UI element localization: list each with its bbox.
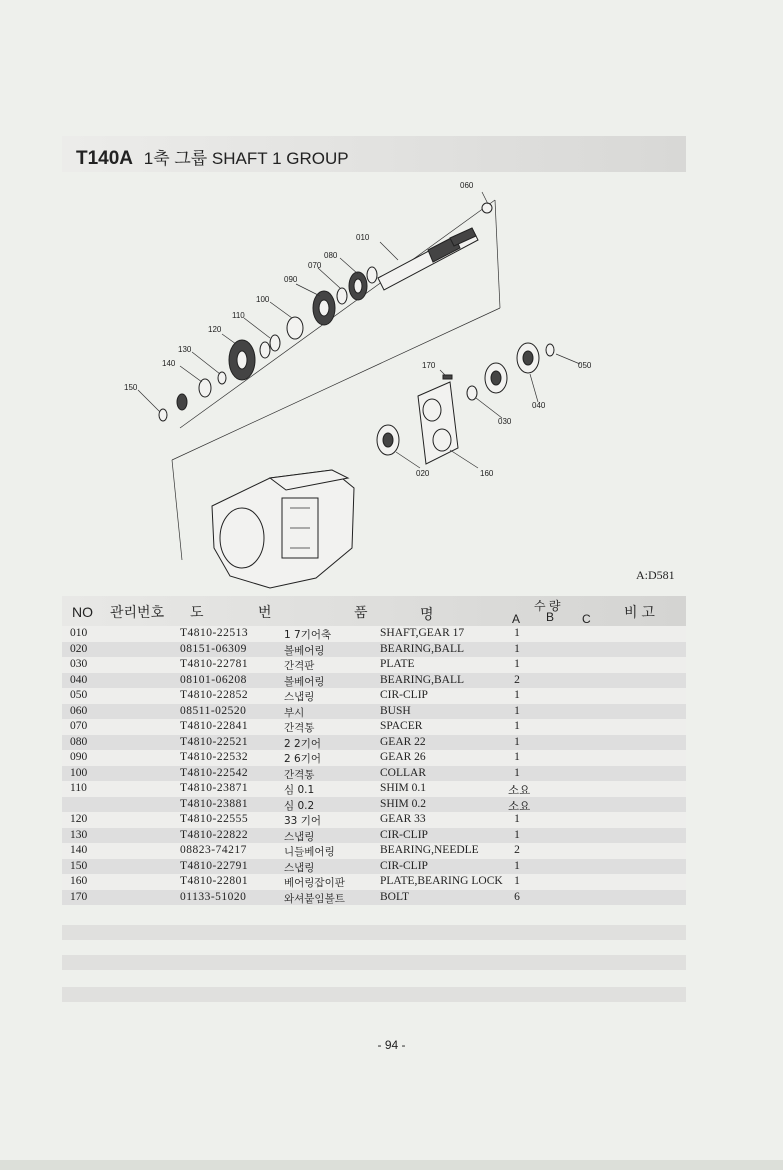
ball-bearing-020-part <box>377 425 399 455</box>
gear-22-part <box>349 272 367 300</box>
english-name: BUSH <box>380 704 411 717</box>
callout-040: 040 <box>532 401 546 410</box>
row-no: 170 <box>70 890 88 903</box>
needle-bearing-part-a <box>199 379 211 397</box>
quantity-a: 6 <box>514 890 520 903</box>
part-number: T4810-22791 <box>180 859 249 872</box>
korean-name: 2 6기어 <box>284 753 321 765</box>
part-number: T4810-23881 <box>180 797 249 810</box>
quantity-a: 1 <box>514 627 520 639</box>
korean-name: 간격통 <box>284 722 315 734</box>
table-row <box>62 874 686 890</box>
guide-line-left <box>172 460 182 560</box>
callout-050: 050 <box>578 361 592 370</box>
shim-part-b <box>260 342 270 358</box>
blank-row-band-3 <box>62 987 686 1002</box>
part-number: T4810-22521 <box>180 735 249 748</box>
quantity-a: 1 <box>514 689 520 701</box>
korean-name: 부시 <box>284 706 305 719</box>
blank-row-band-2 <box>62 955 686 970</box>
row-no: 160 <box>70 875 88 887</box>
callout-080: 080 <box>324 251 338 260</box>
callout-010: 010 <box>356 233 370 242</box>
part-number: T4810-22532 <box>180 751 249 763</box>
quantity-a: 2 <box>514 844 520 856</box>
callout-100: 100 <box>256 295 270 304</box>
quantity-a: 소요 <box>508 785 531 797</box>
ball-bearing-040-part <box>517 343 539 373</box>
part-number: T4810-22801 <box>180 875 249 887</box>
quantity-a: 1 <box>514 642 520 655</box>
row-no: 120 <box>70 813 88 825</box>
part-number: 08101-06208 <box>180 673 247 686</box>
ball-bearing-040b-part <box>485 363 507 393</box>
quantity-a: 1 <box>514 735 520 748</box>
row-no: 050 <box>70 689 88 701</box>
header-name-a: 품 <box>354 604 368 620</box>
quantity-a: 소요 <box>508 800 531 813</box>
english-name: SPACER <box>380 720 423 732</box>
table-row <box>62 781 686 797</box>
korean-name: 볼베어링 <box>284 644 325 657</box>
table-row <box>62 797 686 813</box>
row-no: 030 <box>70 658 88 670</box>
table-row <box>62 657 686 673</box>
callout-150: 150 <box>124 383 138 392</box>
group-title: 1축 그룹 SHAFT 1 GROUP <box>143 149 349 168</box>
table-row <box>62 735 686 751</box>
header-drawing-b: 번 <box>258 604 272 620</box>
collar-part <box>287 317 303 339</box>
callout-160: 160 <box>480 469 494 478</box>
callout-060: 060 <box>460 181 474 190</box>
korean-name: 심 0.2 <box>284 799 315 812</box>
quantity-a: 2 <box>514 673 520 686</box>
shim-part-a <box>270 335 280 351</box>
collar-small-part <box>337 288 347 304</box>
transmission-housing <box>212 470 354 588</box>
row-no: 020 <box>70 642 88 655</box>
korean-name: 33 기어 <box>284 815 321 827</box>
korean-name: 니들베어링 <box>284 846 335 858</box>
page-bottom-edge <box>0 1160 783 1170</box>
bush-part <box>482 203 492 213</box>
table-row <box>62 688 686 704</box>
part-number: T4810-22822 <box>180 828 249 841</box>
section-title <box>76 144 349 170</box>
callout-090: 090 <box>284 275 298 284</box>
table-row <box>62 890 686 906</box>
parts-table <box>62 596 686 905</box>
english-name: BEARING,BALL <box>380 642 465 655</box>
part-number: 08823-74217 <box>180 844 247 856</box>
needle-bearing-part-b <box>177 394 187 410</box>
quantity-a: 1 <box>514 658 520 670</box>
korean-name: 1 7기어축 <box>284 629 332 641</box>
callout-110: 110 <box>232 311 245 320</box>
korean-name: 스냅링 <box>284 830 315 843</box>
korean-name: 와셔붙임볼트 <box>284 892 345 905</box>
row-no: 070 <box>70 720 88 732</box>
english-name: CIR-CLIP <box>380 828 428 841</box>
header-name-b: 명 <box>420 606 434 622</box>
callout-020: 020 <box>416 469 430 478</box>
section-title-bar <box>62 136 686 172</box>
english-name: SHAFT,GEAR 17 <box>380 627 465 639</box>
callout-170: 170 <box>422 361 436 370</box>
table-row <box>62 673 686 689</box>
english-name: BOLT <box>380 890 409 903</box>
row-no: 100 <box>70 766 88 779</box>
table-body <box>62 626 686 905</box>
part-number: 08511-02520 <box>180 704 247 717</box>
part-number: T4810-22852 <box>180 689 249 701</box>
quantity-a: 1 <box>514 859 520 872</box>
callout-030: 030 <box>498 417 512 426</box>
callout-130: 130 <box>178 345 192 354</box>
korean-name: 심 0.1 <box>284 784 315 796</box>
english-name: PLATE,BEARING LOCK <box>380 875 503 887</box>
quantity-a: 1 <box>514 704 520 717</box>
part-number: T4810-22513 <box>180 627 249 639</box>
row-no: 010 <box>70 627 88 639</box>
page-number: - 94 - <box>377 1038 406 1052</box>
row-no: 060 <box>70 704 88 717</box>
group-code: T140A <box>76 148 134 169</box>
row-no: 140 <box>70 844 88 856</box>
korean-name: 간격통 <box>284 768 315 781</box>
header-qty-b: B <box>546 610 555 624</box>
part-number: T4810-22841 <box>180 720 249 732</box>
quantity-a: 1 <box>514 875 520 887</box>
part-number: 01133-51020 <box>180 890 247 903</box>
part-number: 08151-06309 <box>180 642 247 655</box>
english-name: BEARING,BALL <box>380 673 465 686</box>
korean-name: 2 2기어 <box>284 737 321 750</box>
table-row <box>62 828 686 844</box>
english-name: GEAR 33 <box>380 813 426 825</box>
quantity-a: 1 <box>514 751 520 763</box>
row-no: 150 <box>70 859 88 872</box>
quantity-a: 1 <box>514 720 520 732</box>
callout-120: 120 <box>208 325 222 334</box>
table-row <box>62 766 686 782</box>
header-qty-a: A <box>512 612 521 626</box>
table-row <box>62 642 686 658</box>
header-no: NO <box>72 604 93 620</box>
cir-clip-part <box>159 409 167 421</box>
gear-26-part <box>313 291 335 325</box>
english-name: SHIM 0.2 <box>380 797 427 810</box>
table-header <box>62 596 686 626</box>
part-number: T4810-22781 <box>180 658 249 670</box>
part-number: T4810-22555 <box>180 813 249 825</box>
table-row <box>62 626 686 642</box>
bolt-part <box>443 375 452 379</box>
row-no: 130 <box>70 828 88 841</box>
english-name: GEAR 26 <box>380 751 426 763</box>
table-row <box>62 750 686 766</box>
english-name: CIR-CLIP <box>380 689 428 701</box>
english-name: SHIM 0.1 <box>380 782 427 794</box>
korean-name: 스냅링 <box>284 861 315 874</box>
header-drawing-a: 도 <box>190 604 204 620</box>
part-number: T4810-23871 <box>180 782 249 794</box>
table-row <box>62 812 686 828</box>
korean-name: 볼베어링 <box>284 675 325 688</box>
korean-name: 베어링잡이판 <box>284 877 345 889</box>
english-name: GEAR 22 <box>380 735 426 748</box>
guide-line-right <box>495 200 500 308</box>
cir-clip-050-part <box>546 344 554 356</box>
table-row <box>62 843 686 859</box>
diagram-code: A:D581 <box>636 568 675 582</box>
part-number: T4810-22542 <box>180 766 249 779</box>
row-no: 090 <box>70 751 88 763</box>
korean-name: 스냅링 <box>284 691 315 703</box>
table-row <box>62 859 686 875</box>
plate-030-part <box>467 386 477 400</box>
gear-33-part <box>229 340 255 380</box>
callout-070: 070 <box>308 261 322 270</box>
korean-name: 간격판 <box>284 660 315 672</box>
blank-row-band-1 <box>62 925 686 940</box>
header-mgmt-no: 관리번호 <box>110 604 165 620</box>
english-name: COLLAR <box>380 766 426 779</box>
header-remarks: 비 고 <box>624 604 655 620</box>
callout-140: 140 <box>162 359 176 368</box>
row-no: 040 <box>70 673 88 686</box>
table-row <box>62 719 686 735</box>
header-qty-c: C <box>582 612 591 626</box>
header-qty: 수 량 <box>534 599 561 613</box>
row-no: 110 <box>70 782 87 794</box>
english-name: CIR-CLIP <box>380 859 428 872</box>
quantity-a: 1 <box>514 813 520 825</box>
exploded-parts-diagram <box>110 178 610 593</box>
row-no: 080 <box>70 735 88 748</box>
english-name: BEARING,NEEDLE <box>380 844 479 856</box>
english-name: PLATE <box>380 658 415 670</box>
table-row <box>62 704 686 720</box>
spacer-part <box>367 267 377 283</box>
shaft-part <box>378 228 478 290</box>
quantity-a: 1 <box>514 766 520 779</box>
quantity-a: 1 <box>514 828 520 841</box>
